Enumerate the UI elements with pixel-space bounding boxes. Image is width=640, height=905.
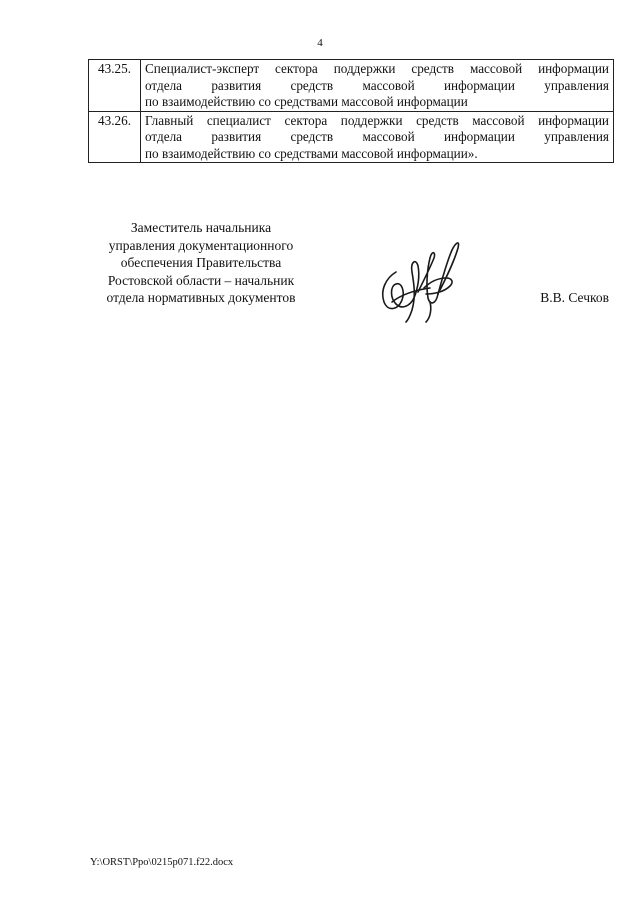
position-title-line: по взаимодействию со средствами массовой информации [145,94,468,109]
position-title-cell [141,60,614,112]
file-path: Y:\ORST\Ppo\0215p071.f22.docx [90,857,234,868]
row-number-cell: 43.25. [89,60,141,112]
position-title-line: по взаимодействию со средствами массовой информации». [145,145,478,161]
signer-title [76,219,326,307]
page-number: 4 [317,37,323,49]
signer-title-line: обеспечения Правительства [120,255,282,270]
row-number-cell: 43.26. [89,111,141,163]
table-row [89,111,614,163]
signer-title-line: управления документационного [108,237,294,253]
position-title-line: отдела развития средств массовой информации управления [145,77,609,93]
position-title-line: отдела развития средств массовой информации управления [145,129,609,144]
position-title-line: Специалист-эксперт сектора поддержки средств массовой информации [145,61,609,76]
handwritten-signature [372,232,468,324]
signer-title-line: отдела нормативных документов [106,290,296,305]
signer-name: В.В. Сечков [540,290,609,305]
position-title-cell [141,111,614,163]
table-row [89,60,614,112]
position-title-line: Главный специалист сектора поддержки средств массовой информации [145,112,609,128]
signer-title-line: Заместитель начальника [130,220,272,235]
positions-table [88,59,614,163]
signer-title-line: Ростовской области – начальник [107,272,295,288]
